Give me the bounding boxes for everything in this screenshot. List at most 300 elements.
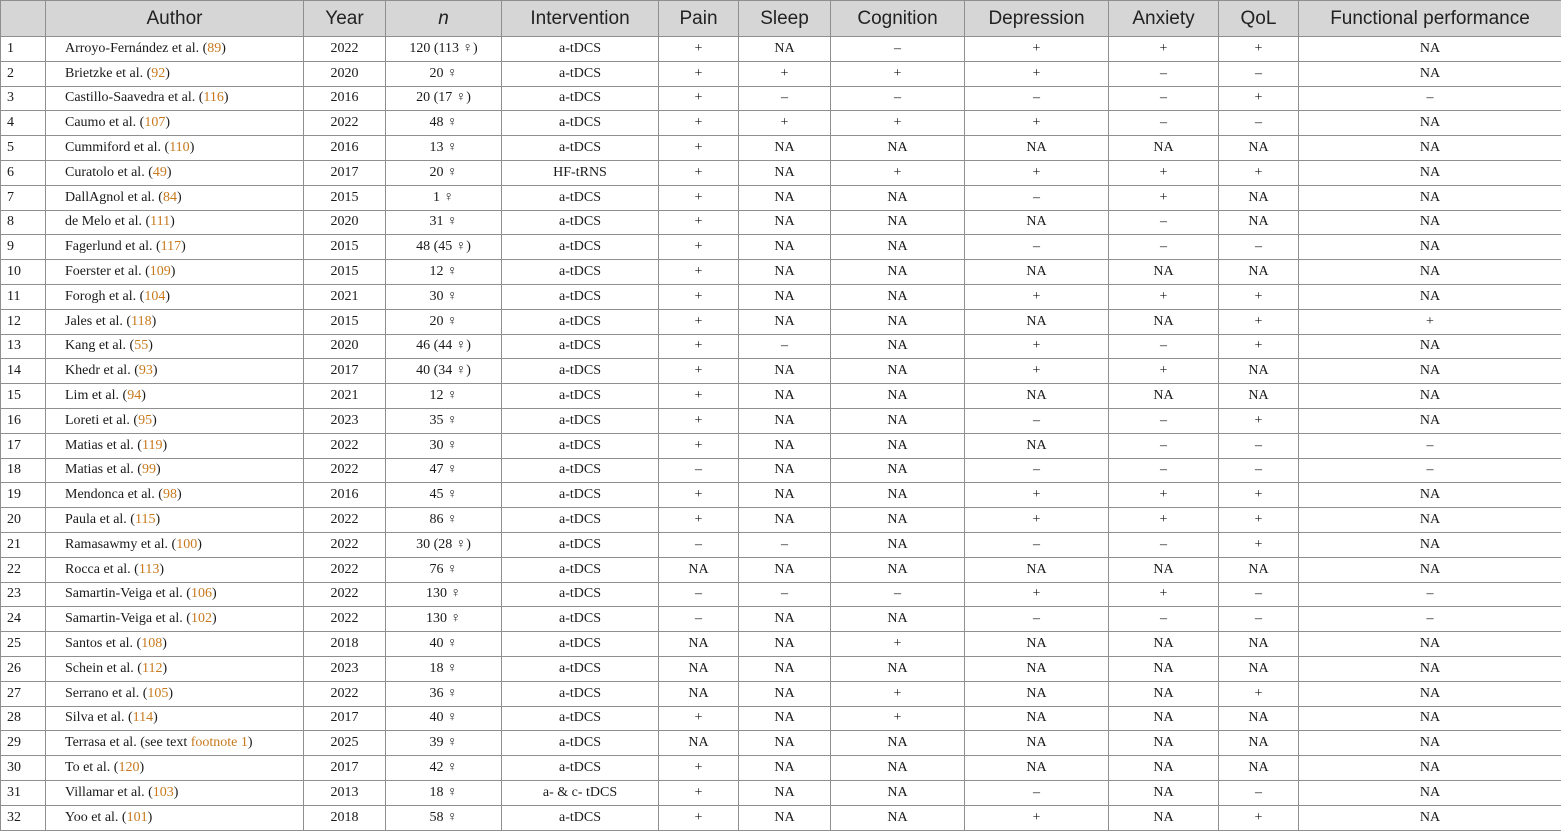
reference-link[interactable]: 95 xyxy=(138,412,153,428)
cell-cognition: – xyxy=(831,582,965,607)
author-suffix: ) xyxy=(170,214,175,230)
reference-link[interactable]: footnote 1 xyxy=(190,735,248,751)
cell-depression: – xyxy=(965,532,1109,557)
cell-sleep: NA xyxy=(739,136,831,161)
cell-index: 9 xyxy=(1,235,46,260)
cell-pain: + xyxy=(659,136,739,161)
cell-intervention: a-tDCS xyxy=(502,37,659,62)
reference-link[interactable]: 112 xyxy=(141,660,163,676)
table-row xyxy=(1,483,1561,508)
reference-link[interactable]: 49 xyxy=(152,164,167,180)
cell-pain: + xyxy=(659,334,739,359)
cell-year: 2013 xyxy=(304,780,386,805)
cell-intervention: a-tDCS xyxy=(502,334,659,359)
cell-intervention: a-tDCS xyxy=(502,508,659,533)
header-n: n xyxy=(386,1,502,37)
cell-intervention: a-tDCS xyxy=(502,359,659,384)
cell-sleep: + xyxy=(739,111,831,136)
cell-year: 2021 xyxy=(304,384,386,409)
cell-cognition: NA xyxy=(831,557,965,582)
cell-pain: + xyxy=(659,160,739,185)
cell-year: 2017 xyxy=(304,706,386,731)
reference-link[interactable]: 119 xyxy=(141,437,163,453)
reference-link[interactable]: 105 xyxy=(147,685,169,701)
cell-anxiety: NA xyxy=(1109,136,1219,161)
cell-intervention: a-tDCS xyxy=(502,582,659,607)
cell-qol: NA xyxy=(1219,656,1299,681)
author-suffix: ) xyxy=(162,660,168,676)
cell-pain: + xyxy=(659,408,739,433)
reference-link[interactable]: 115 xyxy=(134,512,156,528)
reference-link[interactable]: 102 xyxy=(190,611,212,627)
cell-qol: + xyxy=(1219,86,1299,111)
author-suffix: ) xyxy=(168,685,174,701)
cell-author xyxy=(46,86,304,111)
cell-index: 31 xyxy=(1,780,46,805)
cell-cognition: NA xyxy=(831,359,965,384)
author-suffix: ) xyxy=(152,363,158,379)
cell-sleep: NA xyxy=(739,210,831,235)
cell-sleep: NA xyxy=(739,260,831,285)
author-suffix: ) xyxy=(197,536,202,552)
header-year: Year xyxy=(304,1,386,37)
cell-anxiety: NA xyxy=(1109,756,1219,781)
cell-sleep: NA xyxy=(739,384,831,409)
cell-n: 20 ♀ xyxy=(386,160,502,185)
reference-link[interactable]: 84 xyxy=(162,189,177,205)
cell-author xyxy=(46,185,304,210)
reference-link[interactable]: 111 xyxy=(150,214,171,230)
cell-depression: NA xyxy=(965,656,1109,681)
author-name: DallAgnol et al. ( xyxy=(65,189,163,205)
cell-n: 130 ♀ xyxy=(386,582,502,607)
cell-cognition: NA xyxy=(831,433,965,458)
reference-link[interactable]: 101 xyxy=(126,809,148,825)
cell-depression: + xyxy=(965,359,1109,384)
cell-index: 12 xyxy=(1,309,46,334)
table-row xyxy=(1,384,1561,409)
cell-cognition: NA xyxy=(831,408,965,433)
cell-cognition: + xyxy=(831,111,965,136)
cell-year: 2022 xyxy=(304,433,386,458)
cell-pain: + xyxy=(659,309,739,334)
cell-n: 76 ♀ xyxy=(386,557,502,582)
cell-functional-performance: NA xyxy=(1299,136,1561,161)
cell-depression: + xyxy=(965,582,1109,607)
cell-functional-performance: NA xyxy=(1299,532,1561,557)
author-suffix: ) xyxy=(165,115,170,131)
cell-n: 20 ♀ xyxy=(386,61,502,86)
cell-cognition: NA xyxy=(831,384,965,409)
cell-pain: + xyxy=(659,61,739,86)
cell-functional-performance: NA xyxy=(1299,756,1561,781)
cell-qol: + xyxy=(1219,309,1299,334)
cell-index: 26 xyxy=(1,656,46,681)
cell-pain: – xyxy=(659,458,739,483)
cell-n: 31 ♀ xyxy=(386,210,502,235)
cell-cognition: NA xyxy=(831,805,965,830)
cell-depression: – xyxy=(965,235,1109,260)
reference-link[interactable]: 107 xyxy=(144,115,166,131)
cell-functional-performance: NA xyxy=(1299,632,1561,657)
table-row xyxy=(1,235,1561,260)
cell-n: 12 ♀ xyxy=(386,384,502,409)
author-name: Santos et al. ( xyxy=(65,636,142,652)
table-row xyxy=(1,805,1561,830)
cell-intervention: a-tDCS xyxy=(502,805,659,830)
reference-link[interactable]: 103 xyxy=(152,784,174,800)
cell-pain: + xyxy=(659,185,739,210)
author-suffix: ) xyxy=(155,512,161,528)
reference-link[interactable]: 114 xyxy=(132,710,154,726)
cell-pain: + xyxy=(659,805,739,830)
cell-pain: + xyxy=(659,433,739,458)
cell-year: 2015 xyxy=(304,235,386,260)
author-name: Mendonca et al. ( xyxy=(65,487,163,503)
cell-intervention: a-tDCS xyxy=(502,433,659,458)
cell-anxiety: NA xyxy=(1109,656,1219,681)
cell-intervention: a-tDCS xyxy=(502,185,659,210)
author-name: Ramasawmy et al. ( xyxy=(65,536,177,552)
cell-anxiety: – xyxy=(1109,607,1219,632)
author-suffix: ) xyxy=(211,611,217,627)
cell-anxiety: + xyxy=(1109,284,1219,309)
reference-link[interactable]: 55 xyxy=(134,338,149,354)
reference-link[interactable]: 120 xyxy=(118,760,140,775)
table-row xyxy=(1,37,1561,62)
header-row xyxy=(1,1,1561,37)
cell-functional-performance: NA xyxy=(1299,483,1561,508)
author-name: Loreti et al. ( xyxy=(65,412,139,428)
cell-year: 2015 xyxy=(304,185,386,210)
cell-index: 11 xyxy=(1,284,46,309)
cell-anxiety: NA xyxy=(1109,681,1219,706)
cell-intervention: a-tDCS xyxy=(502,607,659,632)
cell-intervention: a-tDCS xyxy=(502,408,659,433)
author-suffix: ) xyxy=(176,487,182,503)
cell-n: 48 (45 ♀) xyxy=(386,235,502,260)
reference-link[interactable]: 118 xyxy=(131,313,152,329)
table-row xyxy=(1,458,1561,483)
author-name: Caumo et al. ( xyxy=(65,115,145,131)
cell-depression: + xyxy=(965,508,1109,533)
cell-anxiety: NA xyxy=(1109,706,1219,731)
cell-author xyxy=(46,61,304,86)
cell-author xyxy=(46,334,304,359)
author-name: de Melo et al. ( xyxy=(65,214,151,230)
cell-intervention: a-tDCS xyxy=(502,681,659,706)
cell-index: 8 xyxy=(1,210,46,235)
header-sleep: Sleep xyxy=(739,1,831,37)
reference-link[interactable]: 106 xyxy=(190,586,212,602)
cell-pain: + xyxy=(659,284,739,309)
cell-sleep: NA xyxy=(739,805,831,830)
table-row xyxy=(1,309,1561,334)
cell-index: 25 xyxy=(1,632,46,657)
cell-functional-performance: NA xyxy=(1299,160,1561,185)
cell-index: 17 xyxy=(1,433,46,458)
cell-depression: – xyxy=(965,185,1109,210)
cell-n: 48 ♀ xyxy=(386,111,502,136)
cell-qol: + xyxy=(1219,284,1299,309)
cell-year: 2023 xyxy=(304,656,386,681)
cell-year: 2022 xyxy=(304,607,386,632)
cell-cognition: NA xyxy=(831,334,965,359)
cell-author xyxy=(46,37,304,62)
reference-link[interactable]: 108 xyxy=(141,636,163,652)
header-index xyxy=(1,1,46,37)
cell-depression: – xyxy=(965,780,1109,805)
cell-anxiety: + xyxy=(1109,160,1219,185)
table-row xyxy=(1,408,1561,433)
cell-functional-performance: NA xyxy=(1299,681,1561,706)
author-name: Terrasa et al. (see text xyxy=(65,735,191,751)
header-intervention: Intervention xyxy=(502,1,659,37)
cell-index: 6 xyxy=(1,160,46,185)
header-functional-performance: Functional performance xyxy=(1299,1,1561,37)
cell-anxiety: – xyxy=(1109,111,1219,136)
cell-depression: – xyxy=(965,86,1109,111)
cell-year: 2022 xyxy=(304,37,386,62)
cell-qol: – xyxy=(1219,61,1299,86)
cell-n: 47 ♀ xyxy=(386,458,502,483)
cell-author xyxy=(46,780,304,805)
reference-link[interactable]: 94 xyxy=(127,388,142,404)
table-row xyxy=(1,111,1561,136)
cell-anxiety: NA xyxy=(1109,780,1219,805)
cell-index: 3 xyxy=(1,86,46,111)
cell-pain: + xyxy=(659,235,739,260)
author-suffix: ) xyxy=(247,735,253,751)
cell-intervention: a-tDCS xyxy=(502,86,659,111)
cell-cognition: NA xyxy=(831,532,965,557)
cell-sleep: NA xyxy=(739,37,831,62)
author-suffix: ) xyxy=(189,140,195,156)
author-suffix: ) xyxy=(181,239,186,255)
cell-n: 130 ♀ xyxy=(386,607,502,632)
cell-n: 42 ♀ xyxy=(386,756,502,781)
cell-sleep: NA xyxy=(739,408,831,433)
cell-n: 18 ♀ xyxy=(386,780,502,805)
cell-index: 24 xyxy=(1,607,46,632)
cell-functional-performance: – xyxy=(1299,433,1561,458)
cell-qol: – xyxy=(1219,458,1299,483)
cell-sleep: NA xyxy=(739,656,831,681)
cell-year: 2016 xyxy=(304,136,386,161)
reference-link[interactable]: 116 xyxy=(203,90,224,106)
reference-link[interactable]: 93 xyxy=(138,363,153,379)
cell-cognition: NA xyxy=(831,731,965,756)
cell-sleep: NA xyxy=(739,681,831,706)
author-suffix: ) xyxy=(162,636,167,652)
cell-pain: + xyxy=(659,384,739,409)
cell-qol: NA xyxy=(1219,557,1299,582)
cell-qol: NA xyxy=(1219,384,1299,409)
cell-year: 2022 xyxy=(304,681,386,706)
cell-index: 18 xyxy=(1,458,46,483)
cell-sleep: NA xyxy=(739,508,831,533)
cell-intervention: a-tDCS xyxy=(502,235,659,260)
cell-sleep: – xyxy=(739,334,831,359)
cell-anxiety: NA xyxy=(1109,384,1219,409)
cell-year: 2018 xyxy=(304,632,386,657)
cell-qol: – xyxy=(1219,607,1299,632)
cell-qol: NA xyxy=(1219,706,1299,731)
table-row xyxy=(1,260,1561,285)
author-suffix: ) xyxy=(176,189,182,205)
cell-depression: NA xyxy=(965,731,1109,756)
reference-link[interactable]: 117 xyxy=(160,239,182,255)
author-name: Samartin-Veiga et al. ( xyxy=(65,586,191,602)
cell-anxiety: + xyxy=(1109,483,1219,508)
cell-functional-performance: NA xyxy=(1299,61,1561,86)
cell-author xyxy=(46,706,304,731)
table-row xyxy=(1,210,1561,235)
cell-pain: + xyxy=(659,111,739,136)
author-name: Jales et al. ( xyxy=(65,313,132,329)
cell-year: 2016 xyxy=(304,483,386,508)
author-name: Kang et al. ( xyxy=(65,338,135,354)
author-name: Villamar et al. ( xyxy=(65,784,153,800)
cell-year: 2020 xyxy=(304,210,386,235)
cell-pain: + xyxy=(659,260,739,285)
cell-author xyxy=(46,681,304,706)
cell-qol: – xyxy=(1219,780,1299,805)
cell-index: 2 xyxy=(1,61,46,86)
cell-sleep: NA xyxy=(739,359,831,384)
cell-functional-performance: – xyxy=(1299,607,1561,632)
cell-qol: + xyxy=(1219,408,1299,433)
cell-year: 2018 xyxy=(304,805,386,830)
cell-sleep: NA xyxy=(739,235,831,260)
author-name: Cummiford et al. ( xyxy=(65,140,170,156)
cell-index: 28 xyxy=(1,706,46,731)
cell-cognition: NA xyxy=(831,260,965,285)
cell-index: 30 xyxy=(1,756,46,781)
cell-pain: + xyxy=(659,210,739,235)
table-row xyxy=(1,61,1561,86)
author-suffix: ) xyxy=(223,90,229,106)
cell-author xyxy=(46,508,304,533)
cell-sleep: + xyxy=(739,61,831,86)
cell-author xyxy=(46,483,304,508)
cell-intervention: a-tDCS xyxy=(502,458,659,483)
cell-pain: – xyxy=(659,582,739,607)
cell-qol: – xyxy=(1219,111,1299,136)
author-suffix: ) xyxy=(152,412,157,428)
cell-depression: NA xyxy=(965,260,1109,285)
cell-qol: NA xyxy=(1219,260,1299,285)
author-suffix: ) xyxy=(162,437,168,453)
table-row xyxy=(1,706,1561,731)
cell-depression: NA xyxy=(965,706,1109,731)
reference-link[interactable]: 99 xyxy=(141,462,156,478)
cell-intervention: a-tDCS xyxy=(502,557,659,582)
author-name: Matias et al. ( xyxy=(65,437,142,453)
cell-cognition: NA xyxy=(831,235,965,260)
cell-depression: – xyxy=(965,408,1109,433)
cell-anxiety: – xyxy=(1109,86,1219,111)
cell-n: 12 ♀ xyxy=(386,260,502,285)
reference-link[interactable]: 113 xyxy=(138,561,160,577)
cell-year: 2022 xyxy=(304,532,386,557)
cell-intervention: a-tDCS xyxy=(502,731,659,756)
cell-author xyxy=(46,458,304,483)
header-anxiety: Anxiety xyxy=(1109,1,1219,37)
table-row xyxy=(1,532,1561,557)
cell-sleep: – xyxy=(739,582,831,607)
cell-pain: + xyxy=(659,37,739,62)
reference-link[interactable]: 104 xyxy=(144,288,166,304)
reference-link[interactable]: 109 xyxy=(149,264,171,280)
cell-qol: NA xyxy=(1219,756,1299,781)
cell-index: 7 xyxy=(1,185,46,210)
cell-year: 2022 xyxy=(304,582,386,607)
cell-author xyxy=(46,607,304,632)
cell-qol: – xyxy=(1219,235,1299,260)
cell-depression: + xyxy=(965,805,1109,830)
cell-depression: + xyxy=(965,483,1109,508)
cell-anxiety: – xyxy=(1109,61,1219,86)
author-suffix: ) xyxy=(165,65,170,81)
cell-n: 1 ♀ xyxy=(386,185,502,210)
reference-link[interactable]: 98 xyxy=(162,487,177,503)
cell-n: 58 ♀ xyxy=(386,805,502,830)
author-name: Foerster et al. ( xyxy=(65,264,150,280)
author-name: Paula et al. ( xyxy=(65,512,135,528)
cell-n: 46 (44 ♀) xyxy=(386,334,502,359)
cell-n: 13 ♀ xyxy=(386,136,502,161)
reference-link[interactable]: 110 xyxy=(169,140,190,156)
cell-year: 2016 xyxy=(304,86,386,111)
cell-pain: + xyxy=(659,483,739,508)
cell-author xyxy=(46,805,304,830)
reference-link[interactable]: 92 xyxy=(151,65,166,81)
reference-link[interactable]: 89 xyxy=(207,40,222,56)
cell-n: 40 (34 ♀) xyxy=(386,359,502,384)
cell-index: 21 xyxy=(1,532,46,557)
table-row xyxy=(1,433,1561,458)
cell-n: 30 (28 ♀) xyxy=(386,532,502,557)
cell-functional-performance: NA xyxy=(1299,111,1561,136)
cell-intervention: a-tDCS xyxy=(502,309,659,334)
cell-qol: + xyxy=(1219,37,1299,62)
author-name: Yoo et al. ( xyxy=(65,809,127,825)
cell-n: 18 ♀ xyxy=(386,656,502,681)
cell-index: 29 xyxy=(1,731,46,756)
cell-author xyxy=(46,731,304,756)
cell-sleep: NA xyxy=(739,607,831,632)
header-cognition: Cognition xyxy=(831,1,965,37)
cell-n: 20 (17 ♀) xyxy=(386,86,502,111)
cell-cognition: + xyxy=(831,61,965,86)
cell-year: 2020 xyxy=(304,61,386,86)
table-row xyxy=(1,86,1561,111)
cell-intervention: a-tDCS xyxy=(502,260,659,285)
cell-n: 45 ♀ xyxy=(386,483,502,508)
cell-depression: + xyxy=(965,37,1109,62)
cell-sleep: NA xyxy=(739,557,831,582)
cell-depression: NA xyxy=(965,756,1109,781)
cell-n: 40 ♀ xyxy=(386,632,502,657)
cell-index: 10 xyxy=(1,260,46,285)
cell-intervention: a-tDCS xyxy=(502,483,659,508)
cell-functional-performance: – xyxy=(1299,458,1561,483)
cell-depression: + xyxy=(965,284,1109,309)
reference-link[interactable]: 100 xyxy=(176,536,198,552)
cell-depression: – xyxy=(965,607,1109,632)
author-name: Samartin-Veiga et al. ( xyxy=(65,611,191,627)
